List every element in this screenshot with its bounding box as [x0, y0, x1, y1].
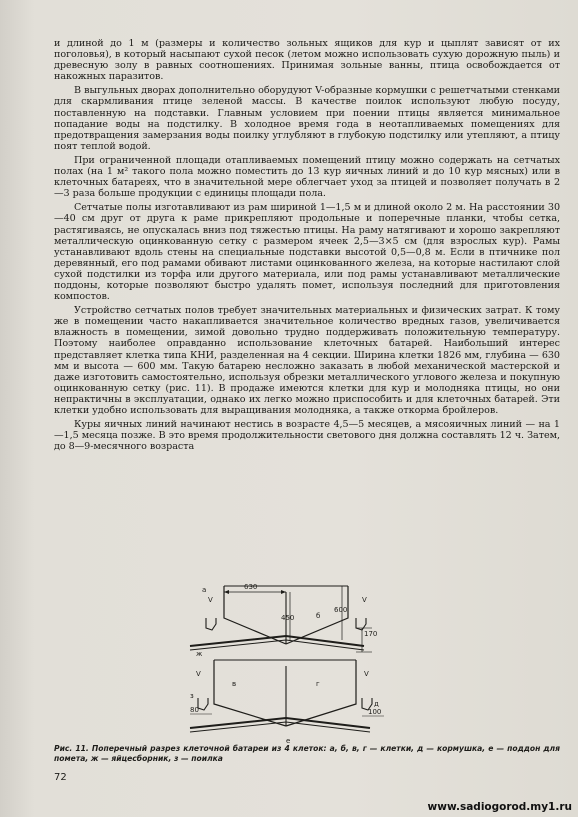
cage-battery-figure: [186, 578, 516, 750]
arrow-label: V: [208, 596, 213, 604]
part-letter: е: [286, 737, 291, 745]
dimension-label: 170: [364, 630, 378, 638]
paragraph: При ограниченной площади отапливаемых помещений птицу можно содержать на сетчатых полах (на 1 м² такого пола можно поместить до 13 кур яичных линий и до 10 кур мясных) или в клеточных батареях, что в значительной мере облегчает уход за птицей и позволяет получать в 2—3 раза больше продукции с единицы площади пола.: [54, 154, 560, 200]
site-watermark: www.sadiogorod.my1.ru: [427, 801, 572, 813]
arrow-label: V: [362, 596, 367, 604]
dimension-label: 450: [281, 614, 295, 622]
arrow-label: V: [364, 670, 369, 678]
paragraph: Куры яичных линий начинают нестись в возрасте 4,5—5 месяцев, а мясояичных линий — на 1—1,5 месяца позже. В это время продолжительности светового дня должна составлять 12 ч. Затем, до 8—9-месячного возраста: [54, 419, 560, 453]
dimension-label: 630: [244, 583, 258, 591]
part-letter: ж: [196, 650, 203, 658]
page-number: 72: [54, 772, 67, 783]
cage-cross-section-drawing: [186, 578, 516, 750]
paragraph: и длиной до 1 м (размеры и количество зольных ящиков для кур и цыплят зависят от их поголовья), в который насыпают сухой песок (летом можно использовать сухую дорожную пыль) и древесную золу в равных соотношениях. Принимая зольные ванны, птица освобождается от накожных паразитов.: [54, 38, 560, 83]
arrow-label: V: [196, 670, 201, 678]
figure-caption: Рис. 11. Поперечный разрез клеточной батареи из 4 клеток: а, б, в, г — клетки, д — кормушка, е — поддон для помета, ж — яйцесборник, з — поилка: [54, 744, 560, 763]
body-text: [54, 38, 560, 452]
dimension-label: 80: [190, 706, 199, 714]
paragraph: В выгульных дворах дополнительно оборудуют V-образные кормушки с решетчатыми стенками для скармливания птице зеленой массы. В качестве поилок используют любую посуду, поставленную на подставки. Главным условием при поении птицы является минимальное попадание воды на подстилку. В холодное время года в неотапливаемых помещениях для предотвращения замерзания воды поилку углубляют в глубокую подстилку или утепляют, а птицу поят теплой водой.: [54, 85, 560, 152]
part-letter: а: [202, 586, 207, 594]
part-letter: д: [374, 700, 379, 708]
part-letter: б: [316, 612, 321, 620]
paragraph: Сетчатые полы изготавливают из рам шириной 1—1,5 м и длиной около 2 м. На расстоянии 30—40 см друг от друга к раме прикрепляют продольные и поперечные планки, чтобы сетка, растягиваясь, не опускалась вниз под тяжестью птицы. На раму натягивают и хорошо закрепляют металлическую оцинкованную сетку с размером ячеек 2,5—3×5 см (для взрослых кур). Рамы устанавливают вдоль стены на специальные подставки высотой 0,5—0,8 м. Если в птичнике пол деревянный, его под рамами обивают листами оцинкованного железа, на которые настилают слой сухой подстилки из торфа или другого материала, или под рамы устанавливают металлические поддоны, которые позволяют быстро удалять помет, используя последний для приготовления компостов.: [54, 202, 560, 303]
part-letter: г: [316, 680, 320, 688]
dimension-label: 600: [334, 606, 348, 614]
part-letter: в: [232, 680, 237, 688]
dimension-label: 100: [368, 708, 382, 716]
part-letter: з: [190, 692, 194, 700]
paragraph: Устройство сетчатых полов требует значительных материальных и физических затрат. К тому же в помещении часто накапливается значительное количество вредных газов, увеличивается влажность в помещении, зимой довольно трудно поддерживать положительную температуру. Поэтому наиболее оправданно использование клеточных батарей. Наибольший интерес представляет клетка типа КНИ, разделенная на 4 секции. Ширина клетки 1826 мм, глубина — 630 мм и высота — 600 мм. Такую батарею несложно заказать в любой механической мастерской и даже изготовить самостоятельно, используя обрезки металлического углового железа и покупную оцинкованную сетку (рис. 11). В продаже имеются клетки для кур и молодняка птицы, но они непрактичны в эксплуатации, однако их легко можно приспособить и для клеточных батарей. Эти клетки удобно использовать для выращивания молодняка, а также откорма бройлеров.: [54, 305, 560, 416]
